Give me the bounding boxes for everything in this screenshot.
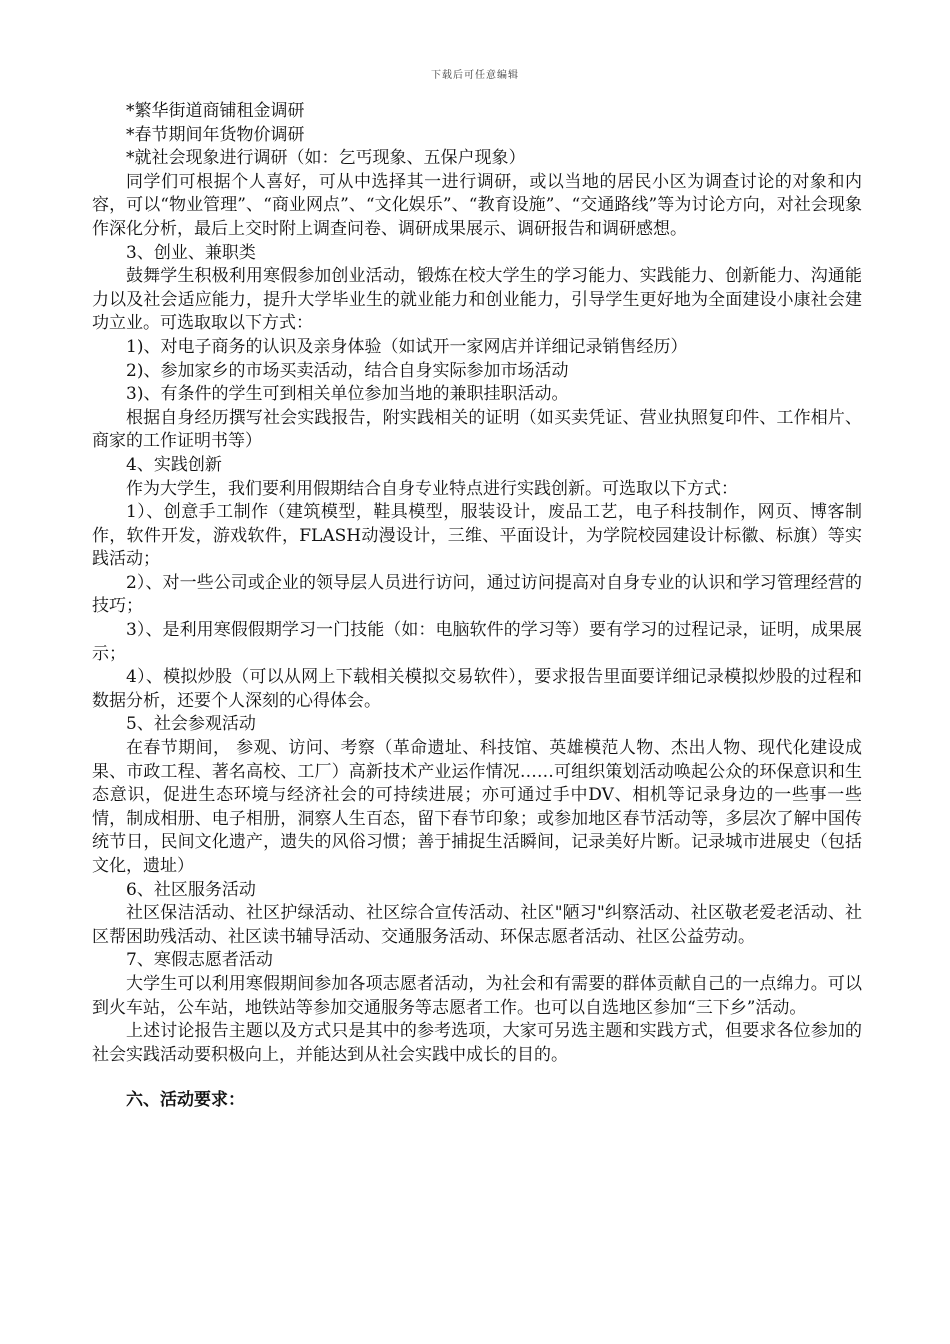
list-item: *繁华街道商铺租金调研	[126, 101, 305, 121]
list-item: 2）、对一些公司或企业的领导层人员进行访问，通过访问提高对自身专业的认识和学习管理经营的技巧；	[92, 572, 862, 617]
section-title: 6、社区服务活动	[126, 879, 256, 900]
section-title: 5、社会参观活动	[126, 714, 256, 735]
paragraph: 鼓舞学生积极利用寒假参加创业活动，锻炼在校大学生的学习能力、实践能力、创新能力、沟通能力以及社会适应能力，提升大学毕业生的就业能力和创业能力，引导学生更好地为全面建设小康社会建功立业。可选取取以下方式：	[92, 266, 862, 334]
list-item: *春节期间年货物价调研	[126, 124, 305, 145]
paragraph: 同学们可根据个人喜好，可从中选择其一进行调研，或以当地的居民小区为调查讨论的对象和内容，可以“物业管理”、“商业网点”、“文化娱乐”、“教育设施”、“交通路线”等为讨论方向，对社会现象作深化分析，最后上交时附上调查问卷、调研成果展示、调研报告和调研感想。	[92, 171, 862, 239]
list-item: 4）、模拟炒股（可以从网上下载相关模拟交易软件），要求报告里面要详细记录模拟炒股的过程和数据分析，还要个人深刻的心得体会。	[92, 667, 862, 711]
list-item: 3)、有条件的学生可到相关单位参加当地的兼职挂职活动。	[126, 384, 569, 405]
list-item: 1)、对电子商务的认识及亲身体验（如试开一家网店并详细记录销售经历）	[126, 336, 688, 357]
section-title: 4、实践创新	[126, 454, 222, 475]
paragraph: 作为大学生，我们要利用假期结合自身专业特点进行实践创新。可选取以下方式：	[126, 478, 738, 499]
paragraph: 根据自身经历撰写社会实践报告，附实践相关的证明（如买卖凭证、营业执照复印件、工作相片、商家的工作证明书等）	[92, 407, 862, 452]
section-heading: 六、活动要求：	[126, 1090, 245, 1111]
paragraph: 上述讨论报告主题以及方式只是其中的参考选项，大家可另选主题和实践方式，但要求各位参加的社会实践活动要积极向上，并能达到从社会实践中成长的目的。	[92, 1021, 862, 1065]
document-body	[92, 100, 862, 1113]
page-header: 下载后可任意编辑	[431, 70, 519, 81]
list-item: *就社会现象进行调研（如：乞丐现象、五保户现象）	[126, 148, 526, 169]
paragraph: 大学生可以利用寒假期间参加各项志愿者活动，为社会和有需要的群体贡献自己的一点绵力。可以到火车站，公车站，地铁站等参加交通服务等志愿者工作。也可以自选地区参加“三下乡”活动。	[92, 973, 862, 1018]
list-item: 2)、参加家乡的市场买卖活动，结合自身实际参加市场活动	[126, 360, 569, 381]
section-title: 7、寒假志愿者活动	[126, 950, 273, 971]
paragraph: 社区保洁活动、社区护绿活动、社区综合宣传活动、社区"陋习"纠察活动、社区敬老爱老活动、社区帮困助残活动、社区读书辅导活动、交通服务活动、环保志愿者活动、社区公益劳动。	[92, 903, 862, 947]
paragraph: 在春节期间， 参观、访问、考察（革命遗址、科技馆、英雄模范人物、杰出人物、现代化建设成果、市政工程、著名高校、工厂）高新技术产业运作情况……可组织策划活动唤起公众的环保意识和生态意识，促进生态环境与经济社会的可持续进展；亦可通过手中DV、相机等记录身边的一些事一些情，制成相册、电子相册，洞察人生百态，留下春节印象；或参加地区春节活动等，多层次了解中国传统节日，民间文化遗产，遗失的风俗习惯；善于捕捉生活瞬间，记录美好片断。记录城市进展史（包括文化，遗址）	[92, 738, 862, 876]
list-item: 3）、是利用寒假假期学习一门技能（如：电脑软件的学习等）要有学习的过程记录，证明，成果展示；	[92, 620, 862, 664]
list-item: 1）、创意手工制作（建筑模型，鞋具模型，服装设计，废品工艺，电子科技制作，网页、博客制作，软件开发，游戏软件，FLASH动漫设计，三维、平面设计，为学院校园建设计标徽、标旗）等实践活动；	[92, 502, 862, 570]
section-title: 3、创业、兼职类	[126, 242, 256, 263]
